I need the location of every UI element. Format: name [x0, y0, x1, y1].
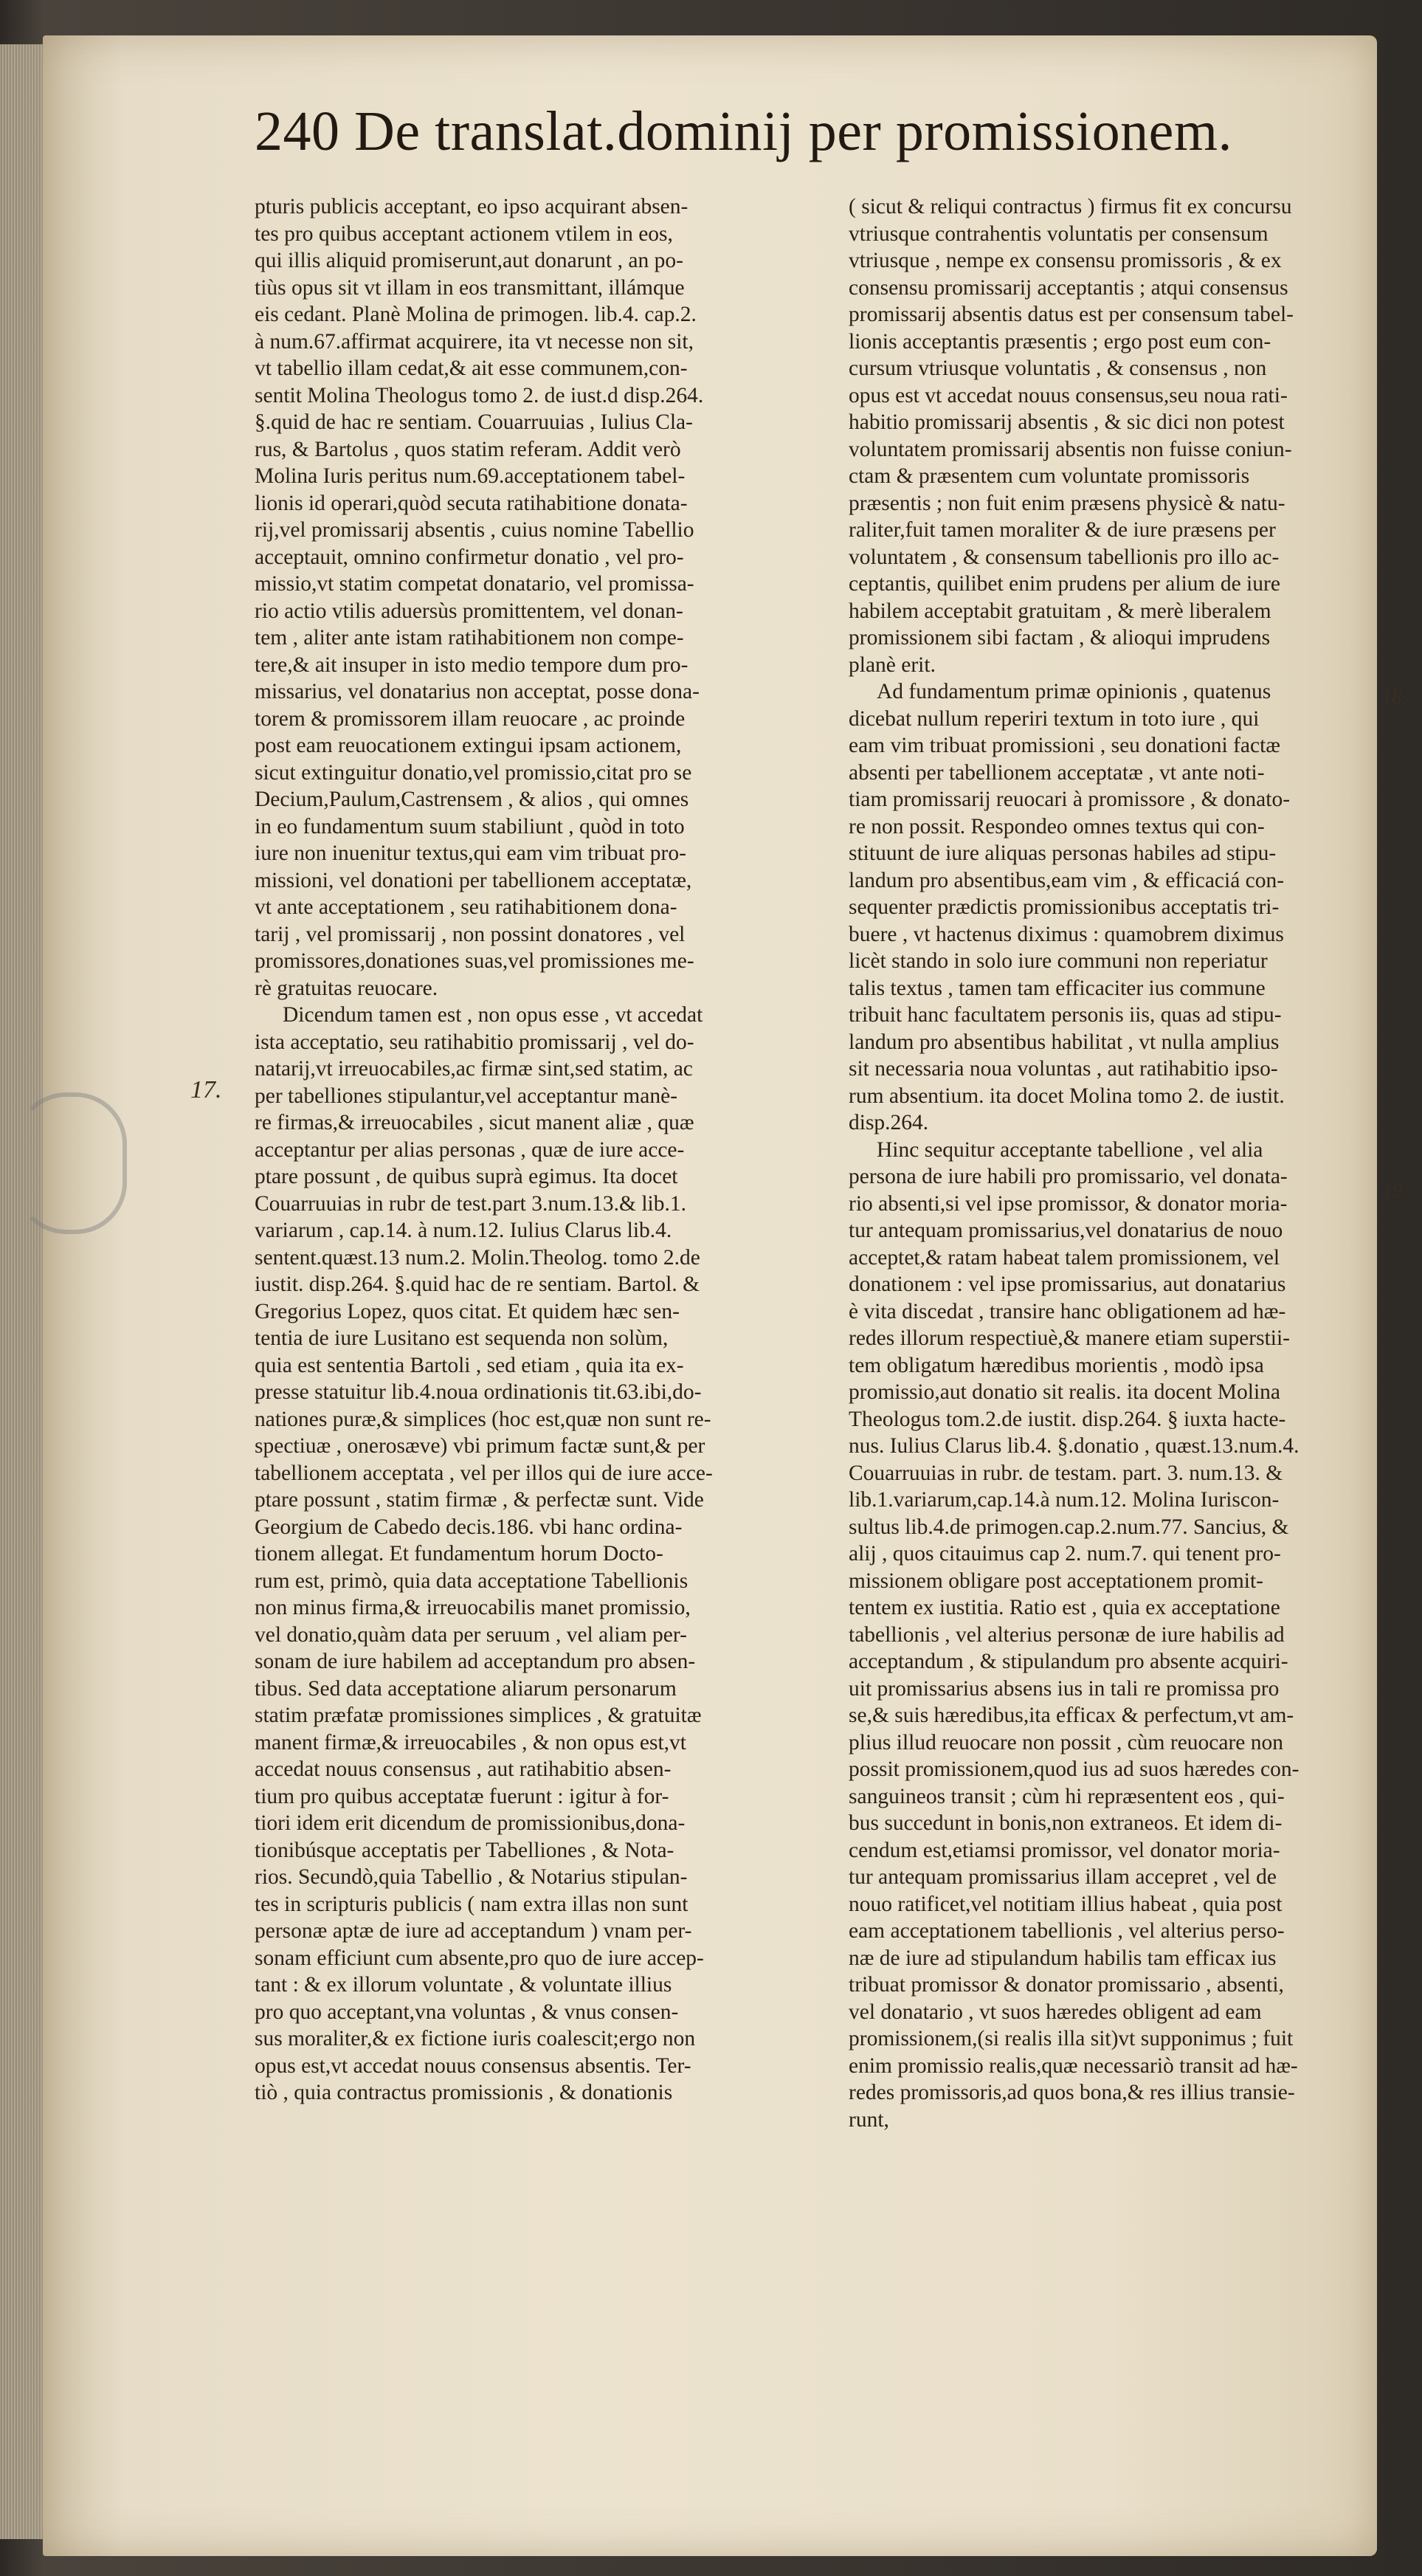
left-paragraph-2: Dicendum tamen est , non opus esse , vt accedat ista acceptatio, seu ratihabitio promissarij , vel do- natarij,vt irreuocabiles,ac firmæ sint,sed statim, ac per tabelliones stipulantur,vel acceptantur manè- re firmas,& irreuocabiles , sicut manent aliæ , quæ acceptantur per alias personas , quæ de iure acce- ptare possunt , de quibus suprà egimus. Ita docet Couarruuias in rubr de test.part 3.num.13.& lib.1. variarum , cap.14. à num.12. Iulius Clarus lib.4. sentent.quæst.13 num.2. Molin.Theolog. tomo 2.de iustit. disp.264. §.quid hac de re sentiam. Bartol. & Gregorius Lopez, quos citat. Et quidem hæc sen- tentia de iure Lusitano est sequenda non solùm, quia est sententia Bartoli , sed etiam , quia ita ex- presse statuitur lib.4.noua ordinationis tit.63.ibi,do- nationes puræ,& simplices (hoc est,quæ non sunt re- spectiuæ , onerosæve) vbi primum factæ sunt,& per tabellionem acceptata , vel per illos qui de iure acce- ptare possunt , statim firmæ , & perfectæ sunt. Vide Georgium de Cabedo decis.186. vbi hanc ordina- tionem allegat. Et fundamentum horum Docto- rum est, primò, quia data acceptatione Tabellionis non minus firma,& irreuocabilis manet promissio, vel donatio,quàm data per seruum , vel aliam per- sonam de iure habilem ad acceptandum pro absen- tibus. Sed data acceptatione aliarum personarum statim præfatæ promissiones simplices , & gratuitæ manent firmæ,& irreuocabiles , & non opus est,vt accedat nouus consensus , aut ratihabitio absen- tium pro quibus acceptatæ fuerunt : igitur à for- tiori idem erit dicendum de promissionibus,dona- tionibúsque acceptatis per Tabelliones , & Nota- rios. Secundò,quia Tabellio , & Notarius stipulan- tes in scripturis publicis ( nam extra illas non sunt personæ aptæ de iure ad acceptandum ) vnam per- sonam efficiunt cum absente,pro quo de iure accep- tant : & ex illorum voluntate , & voluntate illius pro quo acceptant,vna voluntas , & vnus consen- sus moraliter,& ex fictione iuris coalescit;ergo non opus est,vt accedat nouus consensus absentis. Ter- tiò , quia contractus promissionis , & donationis — [255, 1003, 713, 2104]
right-paragraph-3: Hinc sequitur acceptante tabellione , vel alia persona de iure habili pro promissario, vel donata- rio absenti,si vel ipse promissor, & donator moria- tur antequam promissarius,vel donatarius de nouo acceptet,& ratam habeat talem promissionem, vel donationem : vel ipse promissarius, aut donatarius è vita discedat , transire hanc obligationem ad hæ- redes illorum respectiuè,& manere etiam superstii- tem obligatum hæredibus morientis , modò ipsa promissio,aut donatio sit realis. ita docent Molina Theologus tom.2.de iustit. disp.264. § iuxta hacte- nus. Iulius Clarus lib.4. §.donatio , quæst.13.num.4. Couarruuias in rubr. de testam. part. 3. num.13. & lib.1.variarum,cap.14.à num.12. Molina Iuriscon- sultus lib.4.de primogen.cap.2.num.77. Sancius, & alij , quos citauimus cap 2. num.7. qui tenent pro- missionem obligare post acceptationem promit- tentem ex iustitia. Ratio est , quia ex acceptatione tabellionis , vel alterius personæ de iure habilis ad acceptandum , & stipulandum pro absente acquiri- uit promissarius absens ius in tali re promissa pro se,& suis hæredibus,ita efficax & perfectum,vt am- plius illud reuocare non possit , cùm reuocare non possit promissionem,quod ius ad suos hæredes con- sanguineos transit ; cùm hi repræsentent eos , qui- bus succedunt in bonis,non extraneos. Et idem di- cendum est,etiamsi promissor, vel donator moria- tur antequam promissarius illam accepret , vel de nouo ratificet,vel notitiam illius habeat , quia post eam acceptationem tabellionis , vel alterius perso- næ de iure ad stipulandum habilis tam efficax ius tribuat promissor & donator promissario , absenti, vel donatario , vt suos hæredes obligent ad eam promissionem,(si realis illa sit)vt supponimus ; fuit enim promissio realis,quæ necessariò transit ad hæ- redes promissoris,ad quos bona,& res illius transie- runt, — [849, 1137, 1300, 2132]
running-head: 240 De translat.dominij per promissionem. — [255, 100, 1232, 162]
left-text-column — [255, 193, 801, 2548]
right-paragraph-1: ( sicut & reliqui contractus ) firmus fit ex concursu vtriusque contrahentis voluntatis per consensum vtriusque , nempe ex consensu promissoris , & ex consensu promissarij acceptantis ; atqui consensus promissarij absentis datus est per consensum tabel- lionis acceptantis præsentis ; ergo post eum con- cursum vtriusque voluntatis , & consensus , non opus est vt accedat nouus consensus,seu noua rati- habitio promissarij absentis , & sic dici non potest voluntatem promissarij absentis non fuisse coniun- ctam & præsentem cum voluntate promissoris præsentis ; non fuit enim præsens physicè & natu- raliter,fuit tamen moraliter & de iure præsens per voluntatem , & consensum tabellionis pro illo ac- ceptantis, quilibet enim prudens per alium de iure habilem acceptabit gratuitam , & merè liberalem promissionem sibi factam , & alioqui imprudens planè erit. — [849, 195, 1294, 677]
clip-shadow — [15, 1092, 127, 1234]
left-paragraph-1: pturis publicis acceptant, eo ipso acquirant absen- tes pro quibus acceptant actionem vtilem in eos, qui illis aliquid promiserunt,aut donarunt , an po- tiùs opus sit vt illam in eos transmittant, illámque eis cedant. Planè Molina de primogen. lib.4. cap.2. à num.67.affirmat acquirere, ita vt necesse non sit, vt tabellio illam cedat,& ait esse communem,con- sentit Molina Theologus tomo 2. de iust.d disp.264. §.quid de hac re sentiam. Couarruuias , Iulius Cla- rus, & Bartolus , quos statim referam. Addit verò Molina Iuris peritus num.69.acceptationem tabel- lionis id operari,quòd secuta ratihabitione donata- rij,vel promissarij absentis , cuius nomine Tabellio acceptauit, omnino confirmetur donatio , vel pro- missio,vt statim competat donatario, vel promissa- rio actio vtilis aduersùs promittentem, vel donan- tem , aliter ante istam ratihabitionem non compe- tere,& ait insuper in isto medio tempore dum pro- missarius, vel donatarius non acceptat, posse dona- torem & promissorem illam reuocare , ac proinde post eam reuocationem extingui ipsam actionem, sicut extinguitur donatio,vel promissio,citat pro se Decium,Paulum,Castrensem , & alios , qui omnes in eo fundamentum suum stabiliunt , quòd in toto iure non inuenitur textus,qui eam vim tribuat pro- missioni, vel donationi per tabellionem acceptatæ, vt ante acceptationem , seu ratihabitionem dona- tarij , vel promissarij , non possint donatores , vel promissores,donationes suas,vel promissiones me- rè gratuitas reuocare. — [255, 195, 704, 1000]
margin-number-right-bottom: 19. — [1382, 1179, 1408, 1202]
book-page-edges — [0, 44, 43, 2539]
margin-number-right-top: 18. — [1381, 686, 1407, 709]
right-paragraph-2: Ad fundamentum primæ opinionis , quatenus dicebat nullum reperiri textum in toto iure , qui eam vim tribuat promissioni , seu donationi factæ absenti per tabellionem acceptatæ , vt ante noti- tiam promissarij reuocari à promissore , & donato- re non possit. Respondeo omnes textus qui con- stituunt de iure aliquas personas habiles ad stipu- landum pro absentibus,eam vim , & efficaciá con- sequenter prædictis promissionibus acceptatis tri- buere , vt hactenus diximus : quamobrem diximus licèt stando in solo iure communi non reperiatur talis textus , tamen tam efficaciter ius commune tribuit hanc facultatem personis iis, quas ad stipu- landum pro absentibus habilitat , vt nulla amplius sit necessaria noua voluntas , aut ratihabitio ipso- rum absentium. ita docet Molina tomo 2. de iustit. disp.264. — [849, 680, 1291, 1134]
margin-number-left: 17. — [190, 1076, 222, 1103]
right-text-column — [849, 193, 1369, 2548]
